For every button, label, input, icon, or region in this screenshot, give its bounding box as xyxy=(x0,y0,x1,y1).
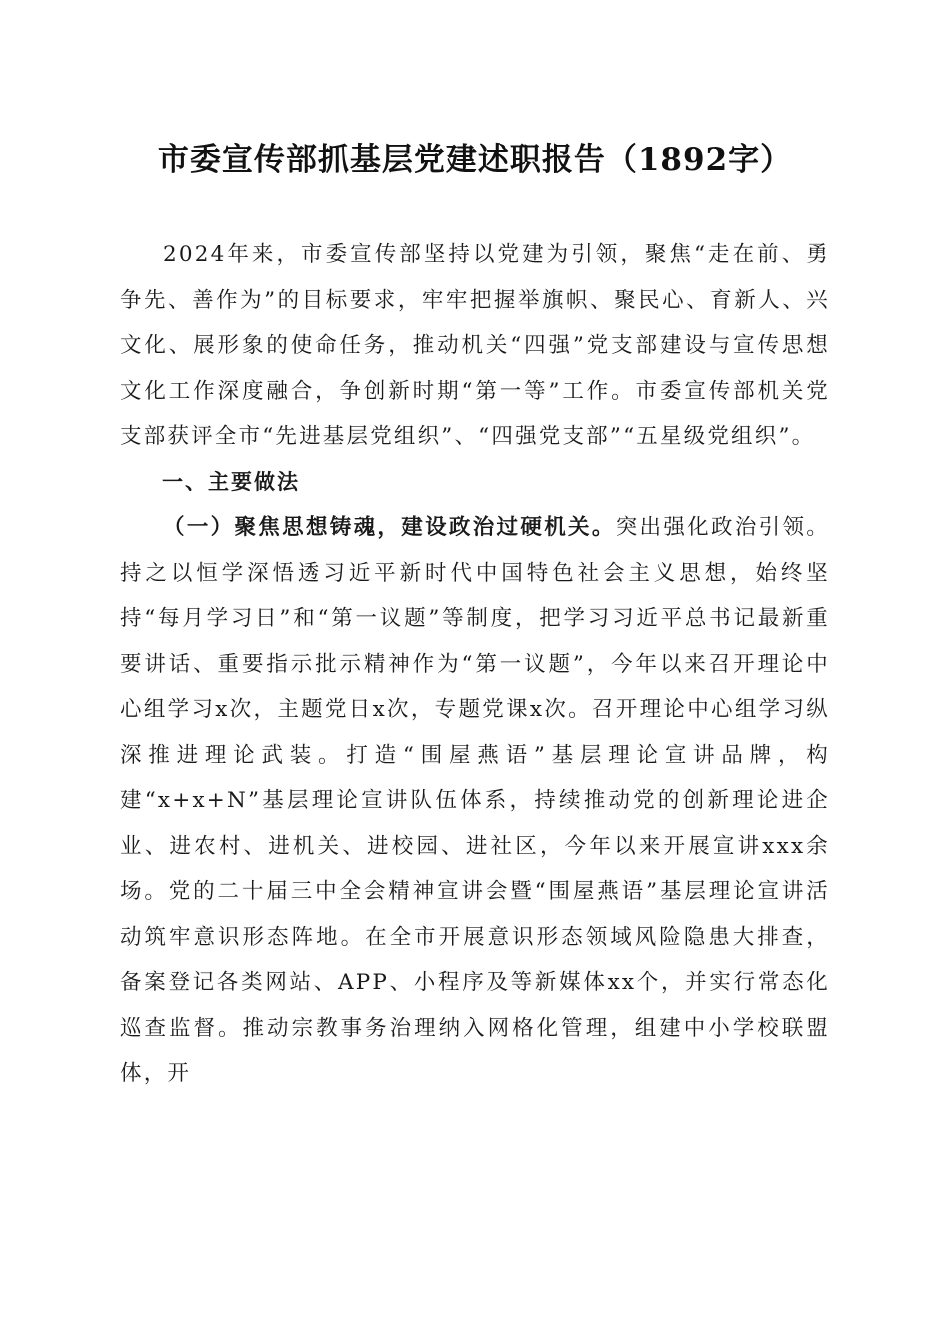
subsection-heading: （一）聚焦思想铸魂，建设政治过硬机关。 xyxy=(163,515,616,540)
subsection-paragraph xyxy=(120,505,830,1097)
document-body xyxy=(120,232,830,1097)
section-heading: 一、主要做法 xyxy=(162,469,300,494)
document-title: 市委宣传部抓基层党建述职报告（1892字） xyxy=(157,142,793,178)
subsection-body: 突出强化政治引领。持之以恒学深悟透习近平新时代中国特色社会主义思想，始终坚持“每月学习日”和“第一议题”等制度，把学习习近平总书记最新重要讲话、重要指示批示精神作为“第一议题”，今年以来召开理论中心组学习x次，主题党日x次，专题党课x次。召开理论中心组学习纵深推进理论武装。打造“围屋燕语”基层理论宣讲品牌，构建“x+x+N”基层理论宣讲队伍体系，持续推动党的创新理论进企业、进农村、进机关、进校园、进社区，今年以来开展宣讲xxx余场。党的二十届三中全会精神宣讲会暨“围屋燕语”基层理论宣讲活动筑牢意识形态阵地。在全市开展意识形态领域风险隐患大排查，备案登记各类网站、APP、小程序及等新媒体xx个，并实行常态化巡查监督。推动宗教事务治理纳入网格化管理，组建中小学校联盟体，开 xyxy=(120,515,830,1086)
intro-paragraph: 2024年来，市委宣传部坚持以党建为引领，聚焦“走在前、勇争先、善作为”的目标要求，牢牢把握举旗帜、聚民心、育新人、兴文化、展形象的使命任务，推动机关“四强”党支部建设与宣传思想文化工作深度融合，争创新时期“第一等”工作。市委宣传部机关党支部获评全市“先进基层党组织”、“四强党支部”“五星级党组织”。 xyxy=(120,242,830,449)
